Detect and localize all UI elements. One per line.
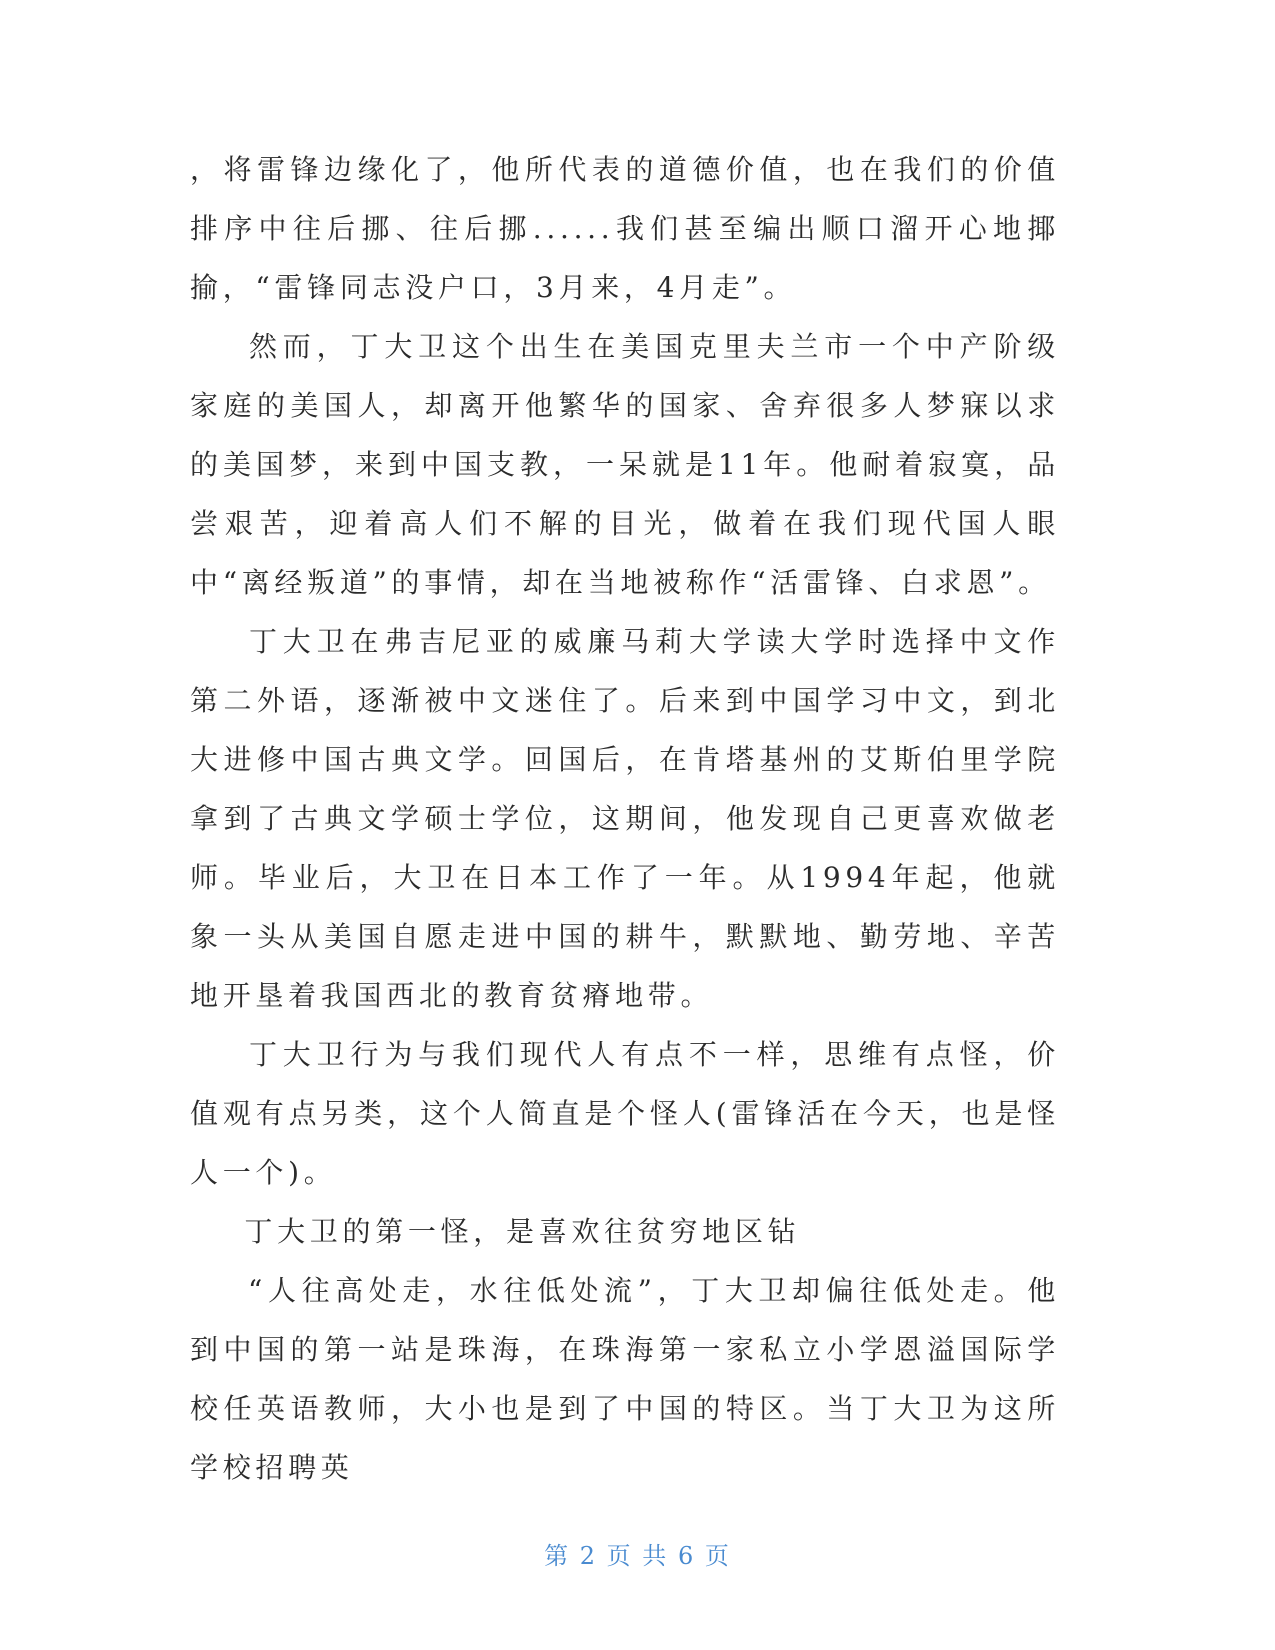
paragraph: 丁大卫行为与我们现代人有点不一样，思维有点怪，价值观有点另类，这个人简直是个怪人(雷锋活在今天，也是怪人一个)。 bbox=[190, 1038, 1060, 1189]
document-body bbox=[190, 140, 1060, 1497]
paragraph: 丁大卫的第一怪，是喜欢往贫穷地区钻 bbox=[190, 1215, 801, 1248]
footer-middle: 页 共 bbox=[606, 1542, 669, 1570]
paragraph: ，将雷锋边缘化了，他所代表的道德价值，也在我们的价值排序中往后挪、往后挪......我们甚至编出顺口溜开心地揶揄，“雷锋同志没户口，3月来，4月走”。 bbox=[190, 153, 1060, 304]
footer-suffix: 页 bbox=[704, 1542, 731, 1570]
footer-prefix: 第 bbox=[544, 1542, 571, 1570]
page-footer bbox=[0, 1536, 1275, 1571]
current-page-number: 2 bbox=[579, 1542, 598, 1570]
paragraph: 丁大卫在弗吉尼亚的威廉马莉大学读大学时选择中文作第二外语，逐渐被中文迷住了。后来到中国学习中文，到北大进修中国古典文学。回国后，在肯塔基州的艾斯伯里学院拿到了古典文学硕士学位，这期间，他发现自己更喜欢做老师。毕业后，大卫在日本工作了一年。从1994年起，他就象一头从美国自愿走进中国的耕牛，默默地、勤劳地、辛苦地开垦着我国西北的教育贫瘠地带。 bbox=[190, 625, 1060, 1012]
paragraph: 然而，丁大卫这个出生在美国克里夫兰市一个中产阶级家庭的美国人，却离开他繁华的国家、舍弃很多人梦寐以求的美国梦，来到中国支教，一呆就是11年。他耐着寂寞，品尝艰苦，迎着高人们不解的目光，做着在我们现代国人眼中“离经叛道”的事情，却在当地被称作“活雷锋、白求恩”。 bbox=[190, 330, 1060, 599]
paragraph: “人往高处走，水往低处流”，丁大卫却偏往低处走。他到中国的第一站是珠海，在珠海第一家私立小学恩溢国际学校任英语教师，大小也是到了中国的特区。当丁大卫为这所学校招聘英 bbox=[190, 1274, 1060, 1484]
total-page-count: 6 bbox=[677, 1542, 696, 1570]
